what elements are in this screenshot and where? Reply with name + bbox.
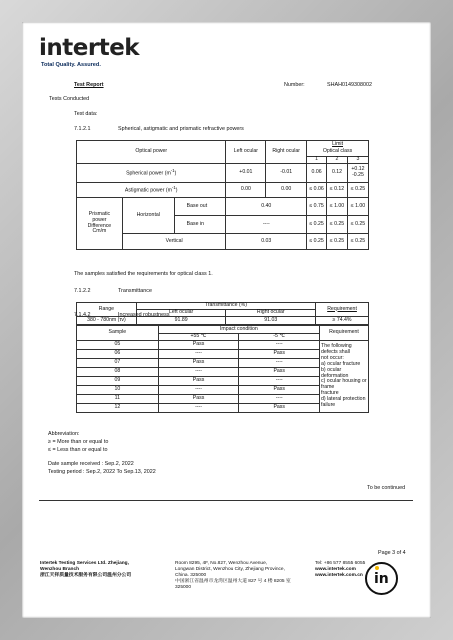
base-out-class-2: ≤ 1.00 [327, 198, 348, 216]
header-hot: +55 ℃ [158, 334, 239, 341]
vertical-class-3: ≤ 0.25 [347, 234, 368, 250]
vertical-label: Vertical [122, 234, 226, 250]
header-left-ocular: Left ocular [226, 141, 266, 164]
divider [39, 500, 413, 501]
header-impact: Impact condition [158, 326, 319, 334]
header-optical-class: Optical class [307, 149, 369, 157]
base-in-value: ---- [226, 216, 307, 234]
robustness-table [76, 325, 369, 413]
report-page [22, 22, 431, 618]
astigmatic-class-2: ≤ 0.12 [327, 183, 348, 198]
table-row-hot: ---- [158, 386, 239, 395]
brand-tagline: Total Quality. Assured. [41, 62, 101, 68]
astigmatic-class-3: ≤ 0.25 [347, 183, 368, 198]
table-row-hot: Pass [158, 377, 239, 386]
table-row-hot: Pass [158, 359, 239, 368]
base-out-label: Base out [174, 198, 226, 216]
section-number: 7.1.2.2 [74, 288, 91, 294]
spherical-class-2: 0.12 [327, 164, 348, 183]
footer-website-link[interactable]: www.intertek.com [315, 566, 356, 572]
table-row-cold: ---- [239, 359, 320, 368]
table-row-sample: 11 [77, 395, 159, 404]
testing-period: Testing period : Sep.2, 2022 To Sep.13, 2022 [48, 469, 156, 475]
table-row-hot: ---- [158, 350, 239, 359]
to-be-continued: To be continued [367, 485, 406, 491]
row-spherical-label: Spherical power $(m^{-1})$ [77, 164, 226, 183]
vertical-class-2: ≤ 0.25 [327, 234, 348, 250]
robustness-requirement: The following defects shall not occur: a) ocular fracture b) ocular deformation c) ocular housing or frame fracture d) lateral protection failure [320, 341, 369, 413]
table-row-cold: Pass [239, 386, 320, 395]
table-row-sample: 06 [77, 350, 159, 359]
footer-company: Intertek Testing Services Ltd. Zhejiang, Wenzhou Branch 浙江天祥质量技术服务有限公司温州分公司 [40, 561, 132, 578]
header-requirement: Requirement [316, 303, 369, 317]
vertical-value: 0.03 [226, 234, 307, 250]
report-number: SHAH0149308002 [327, 82, 372, 88]
test-data-label: Test data: [74, 111, 98, 117]
spherical-class-1: 0.06 [307, 164, 327, 183]
section-title: Spherical, astigmatic and prismatic refractive powers [118, 126, 244, 132]
report-title: Test Report [74, 82, 104, 88]
transmittance-left: 91.89 [136, 317, 226, 325]
base-in-class-3: ≤ 0.25 [347, 216, 368, 234]
footer-address: Room 8295, 4F, No.827, Wenzhou Avenue, Longwan District, Wenzhou City, Zhejiang Province, China. 325000 中国浙江省温州市龙湾区温州大道 827 号 4 楼 8205 室 325000 [175, 561, 291, 590]
range-value: 380 - 780nm (τv) [77, 317, 137, 325]
section-number: 7.1.2.1 [74, 126, 91, 132]
table-row-hot: Pass [158, 395, 239, 404]
tests-conducted-label: Tests Conducted [49, 96, 90, 102]
abbreviation-title: Abbreviation: [48, 431, 80, 437]
table-row-sample: 12 [77, 404, 159, 413]
base-in-class-1: ≤ 0.25 [307, 216, 327, 234]
header-class-1: 1 [307, 157, 327, 164]
table-row-cold: ---- [239, 395, 320, 404]
spherical-class-3: +0.12 -0.25 [347, 164, 368, 183]
transmittance-requirement: ≥ 74.4% [316, 317, 369, 325]
table-row-sample: 08 [77, 368, 159, 377]
header-class-2: 2 [327, 157, 348, 164]
vertical-class-1: ≤ 0.25 [307, 234, 327, 250]
intertek-circle-logo-icon: in [365, 562, 398, 595]
header-right-ocular: Right ocular [266, 141, 307, 164]
footer-tel: Tel: +86 577 8555 6055 [315, 561, 366, 566]
table-row-cold: Pass [239, 350, 320, 359]
base-in-label: Base in [174, 216, 226, 234]
base-out-class-3: ≤ 1.00 [347, 198, 368, 216]
abbreviation-gte: ≥ = More than or equal to [48, 439, 109, 445]
table-row-hot: ---- [158, 368, 239, 377]
intertek-logo: intertek [39, 35, 140, 61]
number-label: Number: [284, 82, 305, 88]
header-optical-power: Optical power [77, 141, 226, 164]
header-class-3: 3 [347, 157, 368, 164]
footer-contact [315, 561, 365, 579]
page-number: Page 3 of 4 [378, 550, 406, 556]
table-row-cold: ---- [239, 341, 320, 350]
spherical-right: -0.01 [266, 164, 307, 183]
table-row-cold: Pass [239, 368, 320, 377]
header-requirement: Requirement [320, 326, 369, 341]
table-row-cold: Pass [239, 404, 320, 413]
table-row-sample: 07 [77, 359, 159, 368]
prismatic-label: Prismatic power Difference Cm/m [77, 198, 123, 250]
astigmatic-left: 0.00 [226, 183, 266, 198]
row-astigmatic-label: Astigmatic power $(m^{-1})$ [77, 183, 226, 198]
base-in-class-2: ≤ 0.25 [327, 216, 348, 234]
table-row-sample: 10 [77, 386, 159, 395]
section-title: Increased robustness [118, 312, 170, 318]
transmittance-right: 91.03 [226, 317, 316, 325]
astigmatic-class-1: ≤ 0.06 [307, 183, 327, 198]
header-left-ocular: Left ocular [136, 310, 226, 317]
section-number: 7.1.4.2 [74, 312, 91, 318]
table-row-cold: ---- [239, 377, 320, 386]
horizontal-label: Horizontal [122, 198, 174, 234]
base-out-class-1: ≤ 0.75 [307, 198, 327, 216]
header-cold: -5 ℃ [239, 334, 320, 341]
date-received: Date sample received : Sep.2, 2022 [48, 461, 134, 467]
header-sample: Sample [77, 326, 159, 341]
table-row-hot: Pass [158, 341, 239, 350]
astigmatic-right: 0.00 [266, 183, 307, 198]
header-limit: Limit [307, 141, 369, 149]
spherical-left: +0.01 [226, 164, 266, 183]
abbreviation-lte: ≤ = Less than or equal to [48, 447, 108, 453]
table-row-sample: 05 [77, 341, 159, 350]
header-right-ocular: Right ocular [226, 310, 316, 317]
header-range: Range [77, 303, 137, 317]
header-transmittance: Transmittance (%) [136, 303, 315, 310]
optical-class-note: The samples satisfied the requirements for optical class 1. [74, 271, 213, 277]
table-row-hot: ---- [158, 404, 239, 413]
section-title: Transmittance [118, 288, 152, 294]
refractive-power-table [76, 140, 369, 250]
table-row-sample: 09 [77, 377, 159, 386]
footer-website-cn-link[interactable]: www.intertek.com.cn [315, 572, 363, 578]
base-out-value: 0.40 [226, 198, 307, 216]
